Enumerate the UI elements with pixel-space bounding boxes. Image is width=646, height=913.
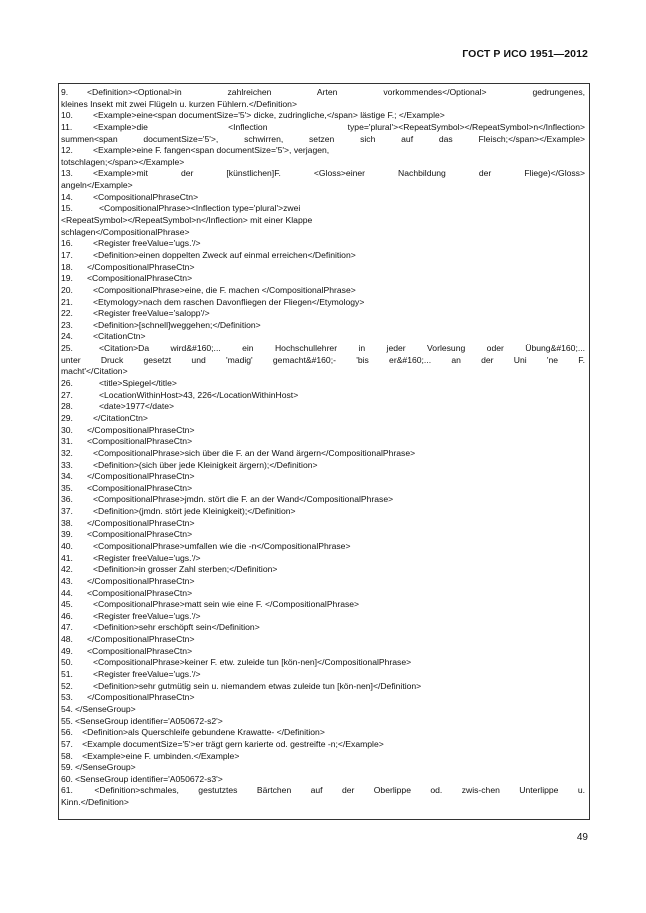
code-line bbox=[61, 168, 585, 180]
line-number: 43. bbox=[61, 575, 73, 586]
code-line bbox=[61, 413, 585, 425]
code-line bbox=[61, 273, 585, 285]
code-line bbox=[61, 262, 585, 274]
line-text: <CompositionalPhraseCtn> bbox=[87, 645, 193, 656]
line-text: </CompositionalPhraseCtn> bbox=[87, 424, 195, 435]
code-line bbox=[61, 192, 585, 204]
line-number: 61. bbox=[61, 785, 73, 796]
line-text: totschlagen;</span></Example> bbox=[61, 156, 185, 167]
code-line bbox=[61, 436, 585, 448]
code-line bbox=[61, 215, 585, 227]
line-number: 58. bbox=[61, 750, 73, 761]
line-text: </CompositionalPhraseCtn> bbox=[87, 634, 195, 645]
line-number: 16. bbox=[61, 238, 73, 249]
code-line bbox=[61, 87, 585, 99]
line-text: <Definition>als Querschleife gebundene Krawatte- </Definition> bbox=[75, 727, 325, 738]
line-text: <Definition>(jmdn. stört jede Kleinigkeit);</Definition> bbox=[93, 506, 296, 517]
code-line bbox=[61, 622, 585, 634]
code-line bbox=[61, 308, 585, 320]
code-line bbox=[61, 669, 585, 681]
line-number: 18. bbox=[61, 261, 73, 272]
line-text: <CompositionalPhrase>umfallen wie die -n</CompositionalPhrase> bbox=[93, 540, 351, 551]
line-number: 37. bbox=[61, 506, 73, 517]
code-line bbox=[61, 134, 585, 146]
line-text: </CitationCtn> bbox=[93, 412, 148, 423]
line-number: 42. bbox=[61, 564, 73, 575]
page-number: 49 bbox=[576, 832, 588, 843]
code-line bbox=[61, 425, 585, 437]
code-line bbox=[61, 657, 585, 669]
code-line bbox=[61, 518, 585, 530]
code-listing bbox=[61, 87, 585, 809]
line-number: 13. bbox=[61, 168, 73, 179]
line-number: 14. bbox=[61, 191, 73, 202]
code-line bbox=[61, 483, 585, 495]
code-line bbox=[61, 599, 585, 611]
code-line bbox=[61, 774, 585, 786]
line-text: <CompositionalPhraseCtn> bbox=[93, 191, 199, 202]
code-line bbox=[61, 762, 585, 774]
line-number: 49. bbox=[61, 645, 73, 656]
code-line bbox=[61, 203, 585, 215]
line-text: <SenseGroup identifier='A050672-s2'> bbox=[75, 715, 223, 726]
line-number: 55. bbox=[61, 715, 73, 726]
line-number: 52. bbox=[61, 680, 73, 691]
line-number: 24. bbox=[61, 331, 73, 342]
line-text: <CompositionalPhrase>matt sein wie eine F. </CompositionalPhrase> bbox=[93, 599, 360, 610]
code-line bbox=[61, 320, 585, 332]
line-text: </CompositionalPhraseCtn> bbox=[87, 261, 195, 272]
code-line bbox=[61, 460, 585, 472]
line-number: 26. bbox=[61, 378, 73, 389]
code-line bbox=[61, 355, 585, 367]
line-text: <CompositionalPhrase>eine, die F. machen </CompositionalPhrase> bbox=[93, 284, 356, 295]
code-line bbox=[61, 331, 585, 343]
line-text: <Register freeValue='salopp'/> bbox=[93, 308, 210, 319]
code-line bbox=[61, 99, 585, 111]
line-text: </CompositionalPhraseCtn> bbox=[87, 692, 195, 703]
line-number: 32. bbox=[61, 447, 73, 458]
code-line bbox=[61, 297, 585, 309]
line-text: <CompositionalPhraseCtn> bbox=[87, 482, 193, 493]
line-number: 35. bbox=[61, 482, 73, 493]
line-text: <Definition>sehr erschöpft sein</Definition> bbox=[93, 622, 260, 633]
code-line bbox=[61, 471, 585, 483]
code-line bbox=[61, 588, 585, 600]
code-line bbox=[61, 401, 585, 413]
line-number: 54. bbox=[61, 703, 73, 714]
line-number: 25. bbox=[61, 343, 73, 354]
line-number: 45. bbox=[61, 599, 73, 610]
line-text: </CompositionalPhraseCtn> bbox=[87, 575, 195, 586]
line-number: 59. bbox=[61, 762, 73, 773]
line-text: <Definition><Optional>in zahlreichen Arten vorkommendes</Optional> gedrungenes, bbox=[87, 87, 585, 97]
line-text: </CompositionalPhraseCtn> bbox=[87, 517, 195, 528]
line-text: <Example>eine<span documentSize='5'> dicke, zudringliche,</span> lästige F.; </Example> bbox=[93, 110, 445, 121]
line-number: 50. bbox=[61, 657, 73, 668]
code-line bbox=[61, 611, 585, 623]
line-text: </SenseGroup> bbox=[75, 762, 136, 773]
line-text: <CompositionalPhrase>jmdn. stört die F. an der Wand</CompositionalPhrase> bbox=[93, 494, 394, 505]
line-number: 44. bbox=[61, 587, 73, 598]
line-text: kleines Insekt mit zwei Flügeln u. kurzen Fühlern.</Definition> bbox=[61, 98, 297, 109]
line-text: <CompositionalPhraseCtn> bbox=[87, 529, 193, 540]
line-text: angeln</Example> bbox=[61, 180, 133, 191]
line-text: <Example documentSize='5'>er trägt gern karierte od. gestreifte -n;</Example> bbox=[75, 738, 384, 749]
line-number: 48. bbox=[61, 634, 73, 645]
line-text: </CompositionalPhraseCtn> bbox=[87, 471, 195, 482]
code-line bbox=[61, 739, 585, 751]
code-line bbox=[61, 250, 585, 262]
line-text: <Register freeValue='ugs.'/> bbox=[93, 669, 201, 680]
code-line bbox=[61, 157, 585, 169]
code-line bbox=[61, 727, 585, 739]
code-line bbox=[61, 797, 585, 809]
code-line bbox=[61, 751, 585, 763]
line-number: 51. bbox=[61, 669, 73, 680]
line-number: 33. bbox=[61, 459, 73, 470]
code-listing-box bbox=[58, 83, 590, 820]
line-text: <title>Spiegel</title> bbox=[99, 378, 177, 389]
code-line bbox=[61, 716, 585, 728]
code-line bbox=[61, 494, 585, 506]
code-line bbox=[61, 227, 585, 239]
code-line bbox=[61, 692, 585, 704]
line-text: <Definition>einen doppelten Zweck auf einmal erreichen</Definition> bbox=[93, 249, 356, 260]
line-text: Kinn.</Definition> bbox=[61, 797, 129, 808]
line-text: <Register freeValue='ugs.'/> bbox=[93, 552, 201, 563]
line-number: 28. bbox=[61, 401, 73, 412]
line-text: <SenseGroup identifier='A050672-s3'> bbox=[75, 773, 223, 784]
line-text: <Definition>(sich über jede Kleinigkeit ärgern);</Definition> bbox=[93, 459, 318, 470]
line-number: 34. bbox=[61, 471, 73, 482]
code-line bbox=[61, 704, 585, 716]
line-text: <Etymology>nach dem raschen Davonfliegen der Fliegen</Etymology> bbox=[93, 296, 365, 307]
code-line bbox=[61, 448, 585, 460]
line-number: 22. bbox=[61, 308, 73, 319]
line-text: <Example>mit der [künstlichen]F. <Gloss>einer Nachbildung der Fliege)</Gloss> bbox=[93, 168, 585, 179]
line-number: 46. bbox=[61, 610, 73, 621]
code-line bbox=[61, 506, 585, 518]
line-number: 15. bbox=[61, 203, 73, 214]
code-line bbox=[61, 681, 585, 693]
line-number: 9. bbox=[61, 87, 69, 97]
line-number: 31. bbox=[61, 436, 73, 447]
line-text: <Example>eine F. umbinden.</Example> bbox=[75, 750, 240, 761]
line-number: 47. bbox=[61, 622, 73, 633]
line-text: <CitationCtn> bbox=[93, 331, 146, 342]
line-text: <Definition>sehr gutmütig sein u. niemandem etwas zuleide tun [kön-nen]</Definition> bbox=[93, 680, 422, 691]
line-number: 11. bbox=[61, 121, 73, 132]
line-text: <CompositionalPhrase>keiner F. etw. zuleide tun [kön-nen]</CompositionalPhrase> bbox=[93, 657, 412, 668]
line-number: 21. bbox=[61, 296, 73, 307]
line-text: <Definition>[schnell]weggehen;</Definition> bbox=[93, 319, 261, 330]
line-number: 56. bbox=[61, 727, 73, 738]
line-number: 19. bbox=[61, 273, 73, 284]
code-line bbox=[61, 145, 585, 157]
line-text: macht'</Citation> bbox=[61, 366, 128, 377]
line-number: 10. bbox=[61, 110, 73, 121]
line-number: 30. bbox=[61, 424, 73, 435]
code-line bbox=[61, 785, 585, 797]
code-line bbox=[61, 285, 585, 297]
code-line bbox=[61, 553, 585, 565]
code-line bbox=[61, 110, 585, 122]
line-text: <CompositionalPhrase>sich über die F. an der Wand ärgern</CompositionalPhrase> bbox=[93, 447, 416, 458]
standard-header: ГОСТ Р ИСО 1951—2012 bbox=[462, 48, 588, 60]
line-text: <LocationWithinHost>43, 226</LocationWithinHost> bbox=[99, 389, 299, 400]
line-text: <RepeatSymbol></RepeatSymbol>n</Inflection> mit einer Klappe bbox=[61, 215, 313, 226]
line-text: <CompositionalPhraseCtn> bbox=[87, 273, 193, 284]
line-number: 17. bbox=[61, 249, 73, 260]
line-number: 57. bbox=[61, 738, 73, 749]
line-number: 23. bbox=[61, 319, 73, 330]
line-text: <Definition>schmales, gestutztes Bärtchen auf der Oberlippe od. zwis-chen Unterlippe u. bbox=[75, 785, 585, 796]
line-number: 20. bbox=[61, 284, 73, 295]
line-number: 40. bbox=[61, 540, 73, 551]
line-number: 36. bbox=[61, 494, 73, 505]
line-number: 29. bbox=[61, 412, 73, 423]
line-text: </SenseGroup> bbox=[75, 703, 136, 714]
line-text: <CompositionalPhraseCtn> bbox=[87, 436, 193, 447]
line-number: 39. bbox=[61, 529, 73, 540]
code-line bbox=[61, 238, 585, 250]
code-line bbox=[61, 576, 585, 588]
code-line bbox=[61, 366, 585, 378]
code-line bbox=[61, 343, 585, 355]
line-text: <Definition>in grosser Zahl sterben;</Definition> bbox=[93, 564, 278, 575]
line-text: <Example>eine F. fangen<span documentSize='5'>, verjagen, bbox=[93, 145, 330, 156]
line-number: 53. bbox=[61, 692, 73, 703]
line-text: schlagen</CompositionalPhrase> bbox=[61, 226, 190, 237]
code-line bbox=[61, 529, 585, 541]
code-line bbox=[61, 541, 585, 553]
line-text: <Register freeValue='ugs.'/> bbox=[93, 238, 201, 249]
code-line bbox=[61, 646, 585, 658]
line-number: 27. bbox=[61, 389, 73, 400]
line-text: <CompositionalPhrase><Inflection type='plural'>zwei bbox=[99, 203, 301, 214]
code-line bbox=[61, 378, 585, 390]
line-number: 12. bbox=[61, 145, 73, 156]
line-text: <Example>die <Inflection type='plural'><RepeatSymbol></RepeatSymbol>n</Inflection> bbox=[93, 121, 585, 132]
line-number: 38. bbox=[61, 517, 73, 528]
line-text: unter Druck gesetzt und 'madig' gemacht&#160;- 'bis er&#160;... an der Uni 'ne F. bbox=[61, 354, 585, 365]
line-number: 60. bbox=[61, 773, 73, 784]
line-text: <Citation>Da wird&#160;... ein Hochschullehrer in jeder Vorlesung oder Übung&#160;... bbox=[99, 343, 585, 354]
code-line bbox=[61, 122, 585, 134]
code-line bbox=[61, 634, 585, 646]
line-text: <CompositionalPhraseCtn> bbox=[87, 587, 193, 598]
line-number: 41. bbox=[61, 552, 73, 563]
code-line bbox=[61, 390, 585, 402]
line-text: summen<span documentSize='5'>, schwirren, setzen sich auf das Fleisch;</span></Example> bbox=[61, 133, 585, 144]
code-line bbox=[61, 180, 585, 192]
line-text: <Register freeValue='ugs.'/> bbox=[93, 610, 201, 621]
line-text: <date>1977</date> bbox=[99, 401, 175, 412]
code-line bbox=[61, 564, 585, 576]
